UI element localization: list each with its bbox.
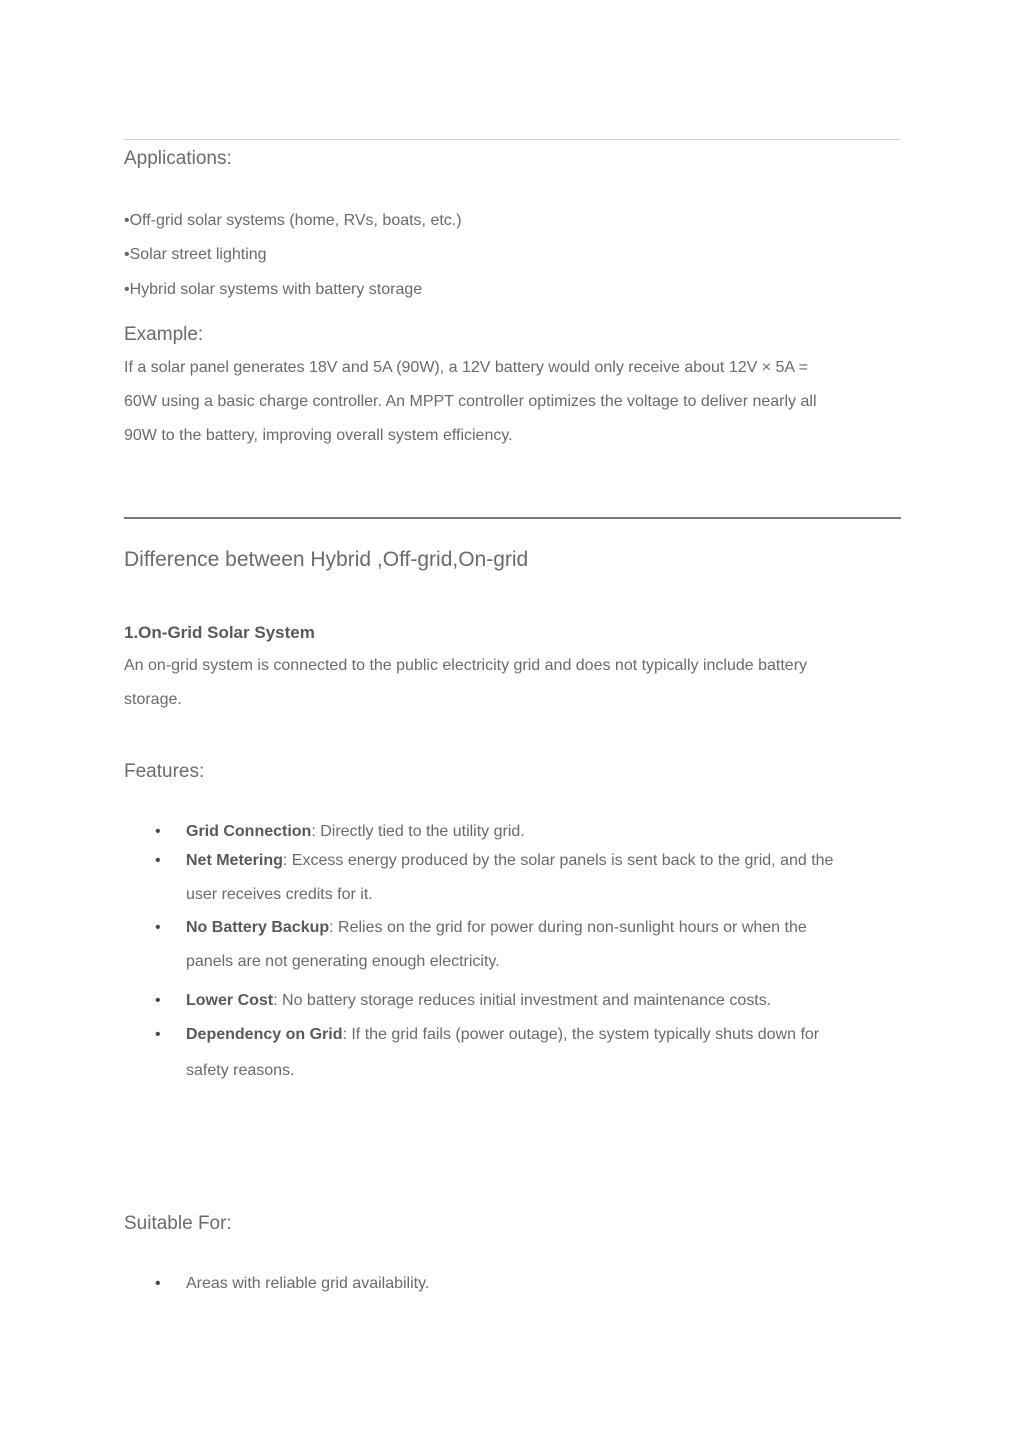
bullet-icon: • (155, 823, 161, 840)
feature-text-continued: panels are not generating enough electricity. (186, 953, 500, 970)
feature-term: Grid Connection (186, 823, 312, 840)
example-text-line: If a solar panel generates 18V and 5A (90W), a 12V battery would only receive about 12V × 5A = (124, 359, 808, 376)
feature-term: Net Metering (186, 852, 283, 869)
bullet-icon: • (155, 1275, 161, 1292)
example-heading: Example: (124, 324, 204, 345)
feature-text: : Directly tied to the utility grid. (311, 823, 525, 840)
feature-text: : If the grid fails (power outage), the system typically shuts down for (342, 1026, 820, 1043)
applications-item: •Solar street lighting (124, 246, 267, 263)
bullet-icon: • (155, 919, 161, 936)
applications-item: •Hybrid solar systems with battery storage (124, 281, 423, 298)
feature-term: Dependency on Grid (186, 1026, 343, 1043)
feature-item (186, 992, 771, 1010)
suitable-heading: Suitable For: (124, 1213, 232, 1234)
feature-text: : No battery storage reduces initial investment and maintenance costs. (273, 992, 772, 1009)
bullet-icon: • (155, 992, 161, 1009)
features-heading: Features: (124, 761, 205, 782)
example-text-line: 90W to the battery, improving overall system efficiency. (124, 427, 513, 444)
example-text-line: 60W using a basic charge controller. An MPPT controller optimizes the voltage to deliver nearly all (124, 393, 817, 410)
feature-item (186, 823, 525, 841)
difference-heading: Difference between Hybrid ,Off-grid,On-grid (124, 548, 529, 571)
feature-item (186, 852, 833, 870)
bullet-icon: • (155, 1026, 161, 1043)
feature-text: : Excess energy produced by the solar panels is sent back to the grid, and the (282, 852, 834, 869)
feature-item (186, 1026, 819, 1044)
feature-text-continued: user receives credits for it. (186, 886, 373, 903)
applications-item: •Off-grid solar systems (home, RVs, boats, etc.) (124, 212, 462, 229)
feature-term: No Battery Backup (186, 919, 330, 936)
on-grid-description-line: An on-grid system is connected to the public electricity grid and does not typically include battery (124, 657, 808, 674)
bullet-icon: • (155, 852, 161, 869)
feature-text-continued: safety reasons. (186, 1062, 295, 1079)
on-grid-description-line: storage. (124, 691, 182, 708)
on-grid-heading: 1.On-Grid Solar System (124, 623, 315, 642)
feature-term: Lower Cost (186, 992, 274, 1009)
top-divider (124, 139, 901, 140)
section-divider (124, 517, 901, 519)
suitable-item: Areas with reliable grid availability. (186, 1275, 430, 1292)
feature-text: : Relies on the grid for power during non-sunlight hours or when the (329, 919, 807, 936)
applications-heading: Applications: (124, 148, 232, 169)
feature-item (186, 919, 807, 937)
